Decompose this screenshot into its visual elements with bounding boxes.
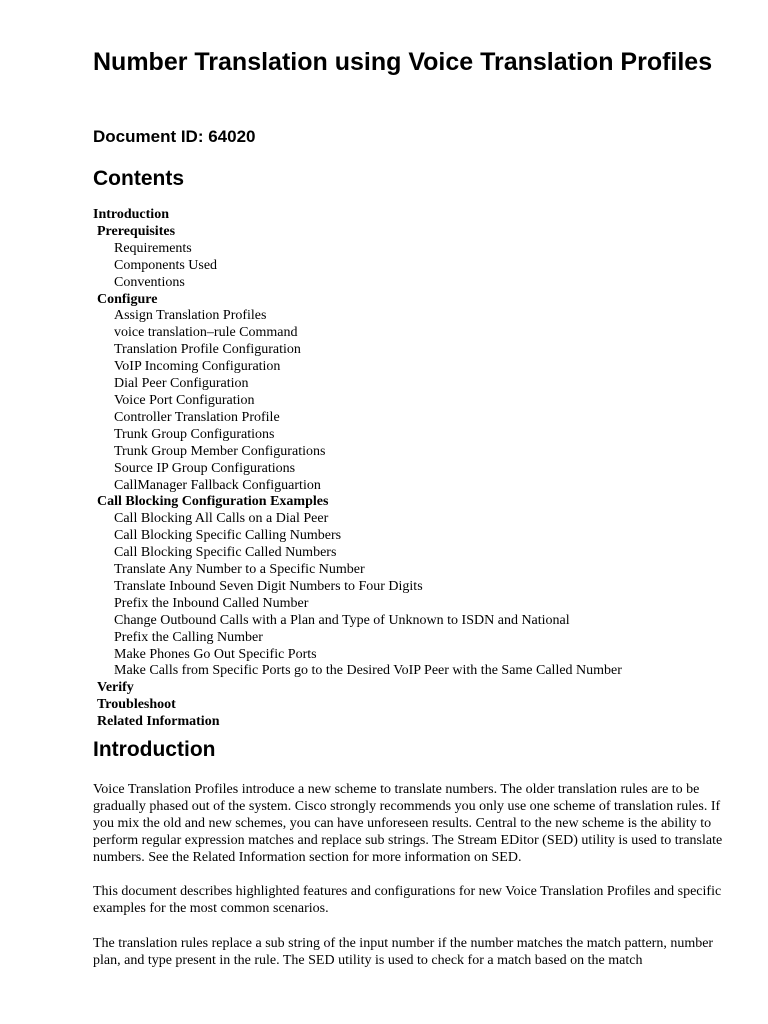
toc-link-24[interactable]: Change Outbound Calls with a Plan and Type of Unknown to ISDN and National [114,612,570,628]
toc-link-11[interactable]: Voice Port Configuration [114,392,255,408]
toc-link-20[interactable]: Call Blocking Specific Called Numbers [114,545,337,561]
toc-link-3[interactable]: Components Used [114,257,218,273]
toc-link-15[interactable]: Source IP Group Configurations [114,460,296,476]
document-id: Document ID: 64020 [93,127,256,146]
contents-heading: Contents [93,167,184,190]
toc-link-26[interactable]: Make Phones Go Out Specific Ports [114,646,317,662]
toc-link-21[interactable]: Translate Any Number to a Specific Number [114,562,365,578]
toc-link-10[interactable]: Dial Peer Configuration [114,376,249,392]
toc-link-4[interactable]: Conventions [114,274,185,290]
toc-link-5[interactable]: Configure [97,291,158,307]
intro-paragraph-1: Voice Translation Profiles introduce a new scheme to translate numbers. The older translation rules are to be gradually phased out of the system. Cisco strongly recommends you only use one scheme of translation rules. If you mix the old and new schemes, you can have unforeseen results. Central to the new scheme is the ability to perform regular expression matches and replace sub strings. The Stream EDitor (SED) utility is used to translate numbers. See the Related Information section for more information on SED. [93,782,723,865]
toc-link-6[interactable]: Assign Translation Profiles [114,308,267,324]
table-of-contents [93,207,622,731]
toc-link-22[interactable]: Translate Inbound Seven Digit Numbers to Four Digits [114,578,423,594]
toc-link-13[interactable]: Trunk Group Configurations [114,426,275,442]
toc-link-27[interactable]: Make Calls from Specific Ports go to the Desired VoIP Peer with the Same Called Number [114,663,622,679]
toc-link-7[interactable]: voice translation–rule Command [114,325,298,341]
toc-link-17[interactable]: Call Blocking Configuration Examples [97,494,329,510]
toc-link-12[interactable]: Controller Translation Profile [114,409,280,425]
toc-link-1[interactable]: Prerequisites [97,223,176,239]
page-title: Number Translation using Voice Translation Profiles [93,48,713,76]
toc-link-8[interactable]: Translation Profile Configuration [114,342,301,358]
toc-link-30[interactable]: Related Information [97,714,220,730]
intro-paragraph-2: This document describes highlighted features and configurations for new Voice Translation Profiles and specific examples for the most common scenarios. [93,884,722,916]
toc-link-19[interactable]: Call Blocking Specific Calling Numbers [114,528,342,544]
toc-link-14[interactable]: Trunk Group Member Configurations [114,443,326,459]
toc-link-9[interactable]: VoIP Incoming Configuration [114,359,281,375]
intro-paragraph-3: The translation rules replace a sub string of the input number if the number matches the match pattern, number plan, and type present in the rule. The SED utility is used to check for a match based on the match [93,936,714,968]
toc-link-23[interactable]: Prefix the Inbound Called Number [114,595,309,611]
toc-link-16[interactable]: CallManager Fallback Configuartion [114,477,321,493]
introduction-heading: Introduction [93,738,216,761]
toc-link-0[interactable]: Introduction [93,207,169,222]
toc-link-25[interactable]: Prefix the Calling Number [114,629,263,645]
toc-link-29[interactable]: Troubleshoot [97,697,176,713]
toc-link-2[interactable]: Requirements [114,240,192,256]
toc-link-18[interactable]: Call Blocking All Calls on a Dial Peer [114,511,329,527]
toc-link-28[interactable]: Verify [97,680,134,696]
